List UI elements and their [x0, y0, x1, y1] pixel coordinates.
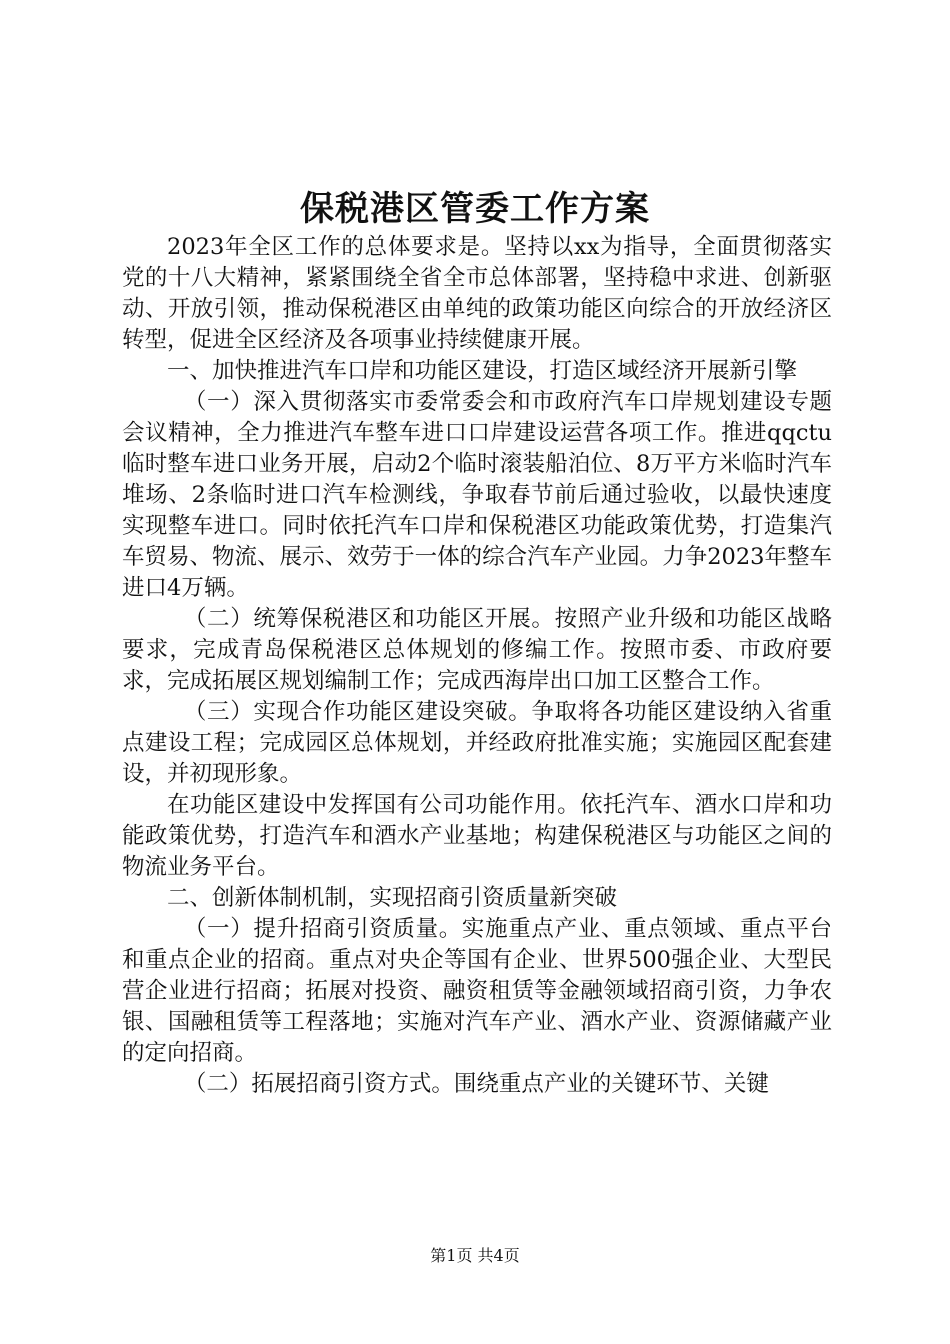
paragraph-2-2: （二）拓展招商引资方式。围绕重点产业的关键环节、关键 [183, 1071, 769, 1097]
paragraph-intro: 2023年全区工作的总体要求是。坚持以xx为指导，全面贯彻落实党的十八大精神，紧紧围绕全省全市总体部署，坚持稳中求进、创新驱动、开放引领，推动保税港区由单纯的政策功能区向综合的开放经济区转型，促进全区经济及各项事业持续健康开展。 [122, 234, 832, 353]
paragraph-2-1: （一）提升招商引资质量。实施重点产业、重点领域、重点平台和重点企业的招商。重点对央企等国有企业、世界500强企业、大型民营企业进行招商；拓展对投资、融资租赁等金融领域招商引资，力争农银、国融租赁等工程落地；实施对汽车产业、酒水产业、资源储藏产业的定向招商。 [122, 916, 832, 1066]
page-number: 第1页 共4页 [430, 1246, 520, 1265]
paragraph-1-3: （三）实现合作功能区建设突破。争取将各功能区建设纳入省重点建设工程；完成园区总体规划，并经政府批准实施；实施园区配套建设，并初现形象。 [122, 699, 832, 787]
paragraph-1-note: 在功能区建设中发挥国有公司功能作用。依托汽车、酒水口岸和功能政策优势，打造汽车和酒水产业基地；构建保税港区与功能区之间的物流业务平台。 [122, 792, 832, 880]
paragraph-1-2: （二）统筹保税港区和功能区开展。按照产业升级和功能区战略要求，完成青岛保税港区总体规划的修编工作。按照市委、市政府要求，完成拓展区规划编制工作；完成西海岸出口加工区整合工作。 [122, 606, 832, 694]
document-body [122, 232, 832, 1100]
section-heading-1: 一、加快推进汽车口岸和功能区建设，打造区域经济开展新引擎 [167, 358, 798, 384]
section-heading-2: 二、创新体制机制，实现招商引资质量新突破 [167, 885, 618, 911]
document-title: 保税港区管委工作方案 [300, 189, 650, 229]
paragraph-1-1: （一）深入贯彻落实市委常委会和市政府汽车口岸规划建设专题会议精神，全力推进汽车整车进口口岸建设运营各项工作。推进qqctu临时整车进口业务开展，启动2个临时滚装船泊位、8万平方米临时汽车堆场、2条临时进口汽车检测线，争取春节前后通过验收，以最快速度实现整车进口。同时依托汽车口岸和保税港区功能政策优势，打造集汽车贸易、物流、展示、效劳于一体的综合汽车产业园。力争2023年整车进口4万辆。 [122, 389, 832, 601]
